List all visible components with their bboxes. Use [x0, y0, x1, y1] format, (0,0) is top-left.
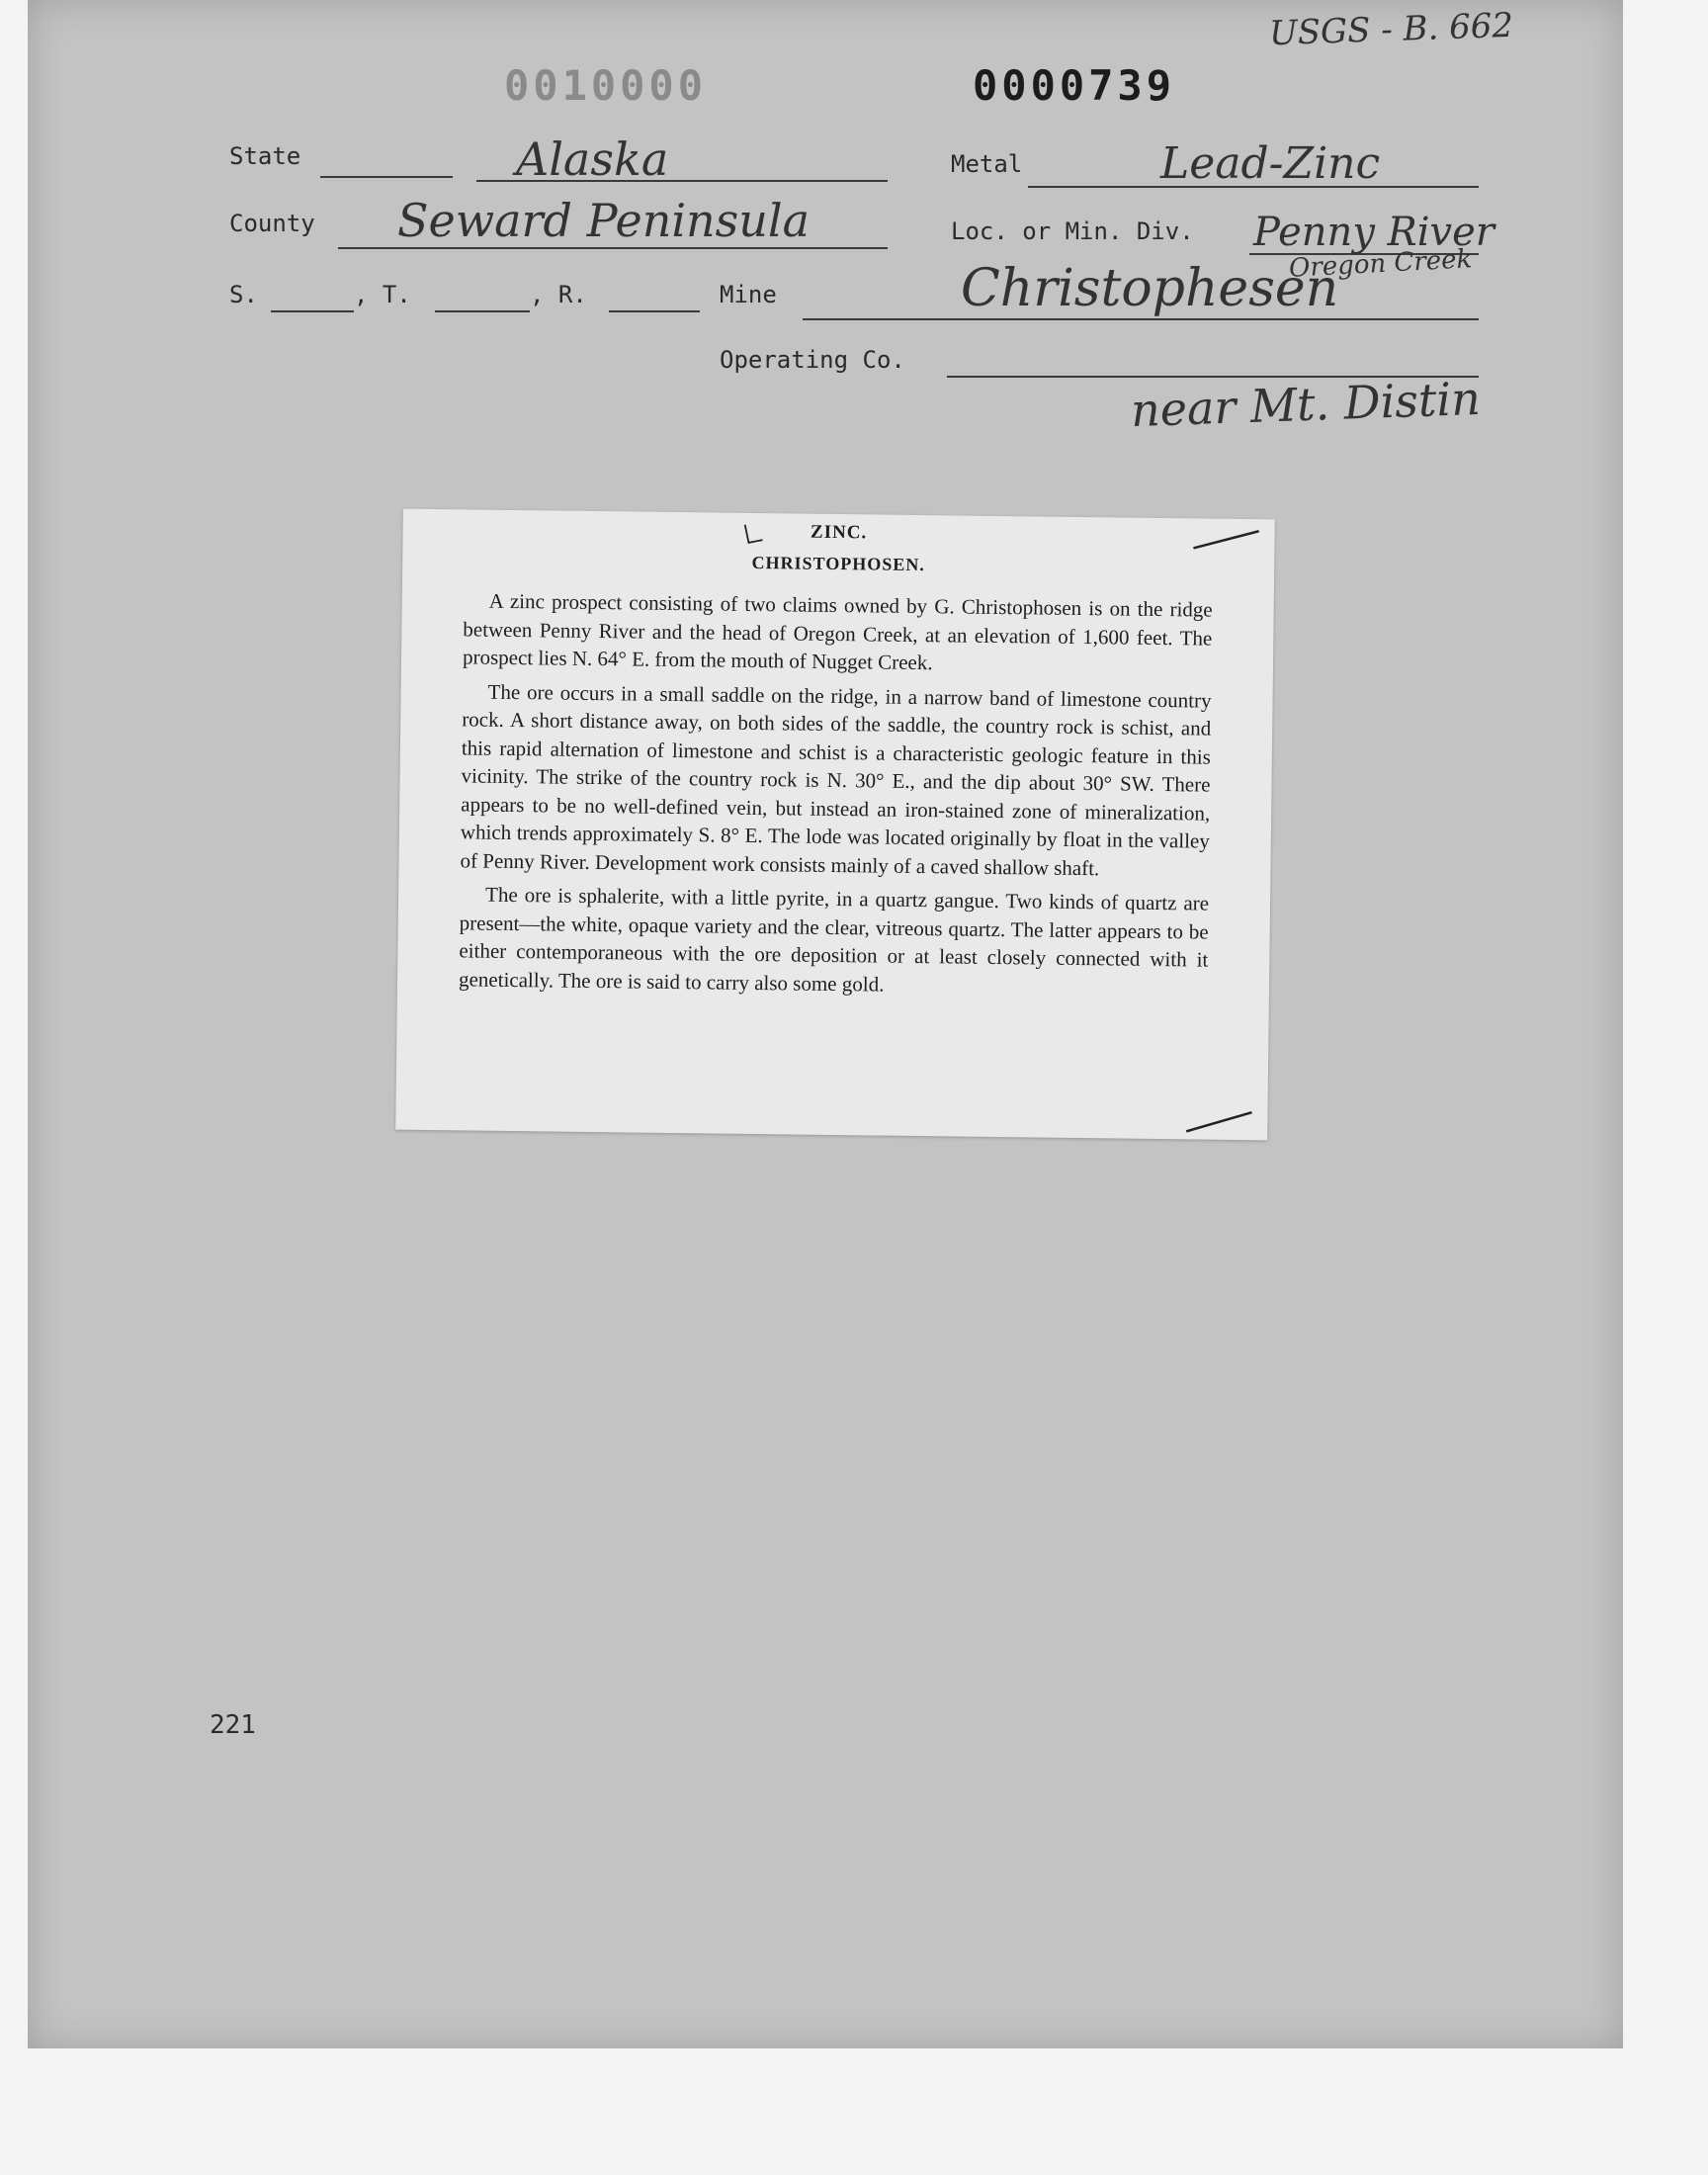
- pasted-clipping: [395, 509, 1275, 1141]
- clipping-heading: ZINC.: [810, 521, 868, 544]
- metal-value: Lead-Zinc: [1160, 138, 1381, 189]
- metal-label: Metal: [951, 150, 1023, 178]
- clipping-paragraph-2: The ore occurs in a small saddle on the ridge, in a narrow band of limestone country rock. A short distance away, on both sides of the saddle, the country rock is schist, and this rapid alternation of limestone and schist is a characteristic geologic feature in this vicinity. The strike of the country rock is N. 30° E., and the dip about 30° SW. There appears to be no well-defined vein, but instead an iron-stained zone of mineralization, which trends approximately S. 8° E. The lode was located originally by float in the valley of Penny River. Development work consists mainly of a caved shallow shaft.: [460, 679, 1212, 880]
- range-label: , R.: [530, 281, 587, 308]
- catalog-reference: USGS - B. 662: [1268, 5, 1514, 54]
- county-value: Seward Peninsula: [397, 194, 811, 247]
- state-value: Alaska: [516, 132, 669, 186]
- township-underline: [435, 310, 530, 312]
- section-underline: [271, 310, 354, 312]
- clipping-subheading: CHRISTOPHOSEN.: [751, 552, 925, 575]
- clipping-paragraph-1: A zinc prospect consisting of two claims owned by G. Christophosen is on the ridge between Penny River and the head of Oregon Creek, at an elevation of 1,600 feet. The prospect lies N. 64° E. from the mouth of Nugget Creek.: [462, 588, 1213, 675]
- loc-label: Loc. or Min. Div.: [951, 218, 1194, 245]
- mine-underline: [803, 318, 1479, 320]
- clipping-paragraph-3: The ore is sphalerite, with a little pyrite, in a quartz gangue. Two kinds of quartz are present—the white, opaque variety and the clear, vitreous quartz. The latter appears to be either contemporaneous with the ore deposition or at least closely connected with it genetically. The ore is said to carry also some gold.: [458, 882, 1210, 997]
- mine-label: Mine: [720, 281, 777, 308]
- record-card: [28, 0, 1623, 2048]
- state-underline-a: [320, 176, 453, 178]
- loc-value-secondary: Oregon Creek: [1288, 244, 1473, 284]
- mine-value: Christophesen: [961, 259, 1339, 318]
- operating-note: near Mt. Distin: [1130, 371, 1482, 438]
- faded-stamp-number: 0010000: [504, 61, 708, 110]
- county-label: County: [229, 210, 315, 237]
- operating-label: Operating Co.: [720, 346, 905, 374]
- range-underline: [609, 310, 700, 312]
- loc-value: Penny River: [1253, 210, 1494, 255]
- page-number: 221: [210, 1710, 256, 1740]
- county-underline: [338, 247, 888, 249]
- section-label: S.: [229, 281, 258, 308]
- stamp-number: 0000739: [973, 61, 1176, 110]
- clipping-body: [459, 586, 1213, 1001]
- township-label: , T.: [354, 281, 411, 308]
- state-label: State: [229, 142, 301, 170]
